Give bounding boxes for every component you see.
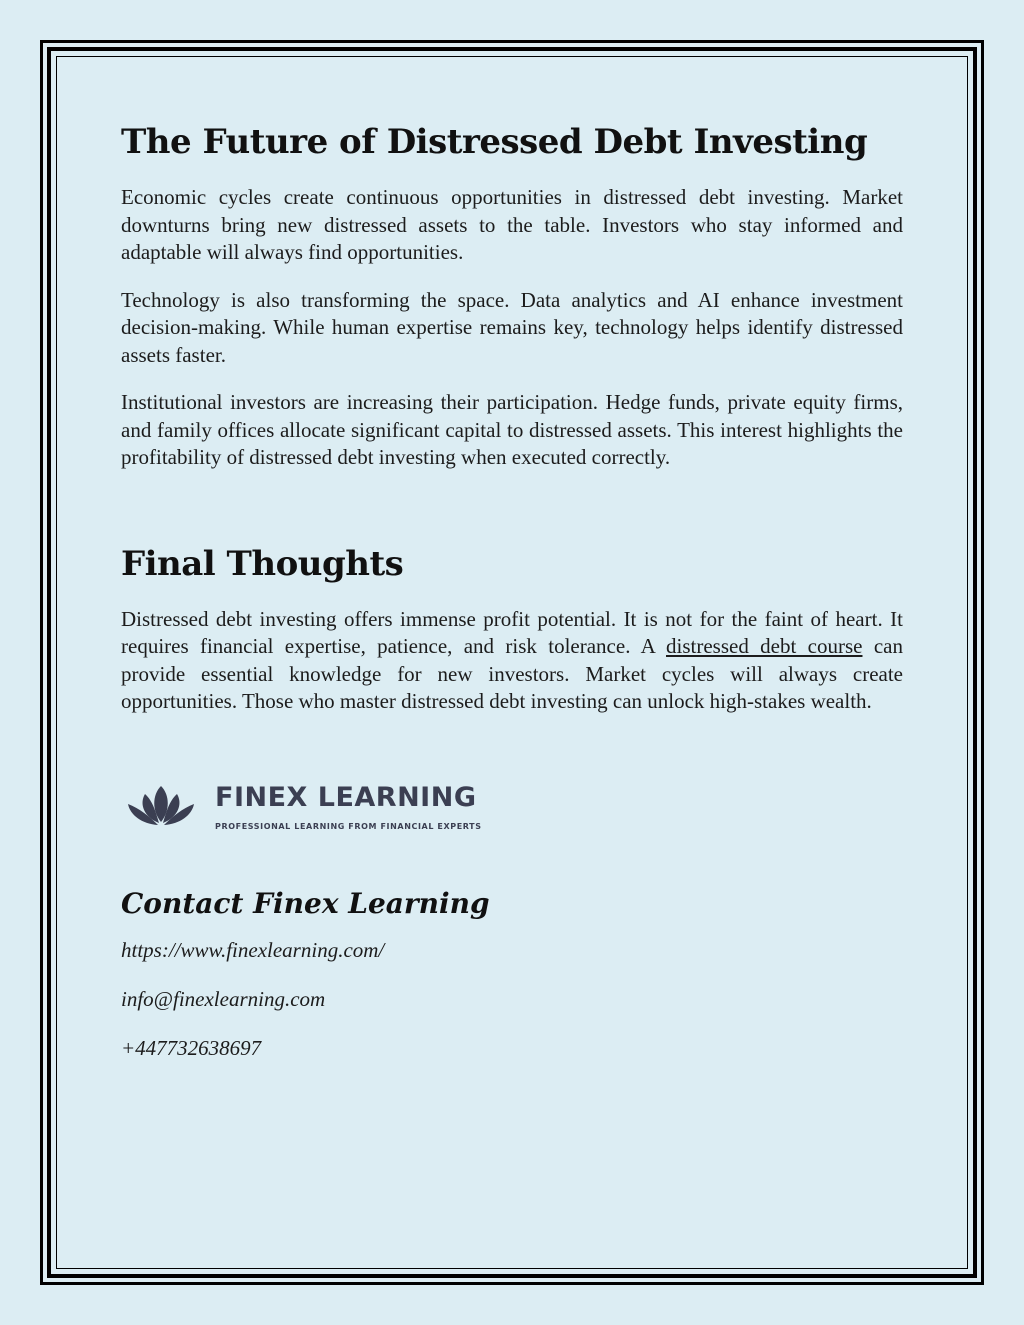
paragraph-final-thoughts [121, 606, 903, 716]
distressed-debt-course-link[interactable]: distressed debt course [666, 634, 863, 658]
logo-name: FINEX LEARNING [215, 782, 477, 813]
logo-tagline: PROFESSIONAL LEARNING FROM FINANCIAL EXPERTS [215, 822, 482, 831]
paragraph-technology: Technology is also transforming the space. Data analytics and AI enhance investment decision-making. While human expertise remains key, technology helps identify distressed assets faster. [121, 287, 903, 367]
section-title-future: The Future of Distressed Debt Investing [121, 122, 868, 162]
contact-phone[interactable]: +447732638697 [121, 1035, 262, 1060]
finex-learning-logo [125, 776, 903, 838]
section-title-final-thoughts: Final Thoughts [121, 543, 404, 584]
lotus-icon [125, 784, 197, 830]
final-text-before-link: Distressed debt investing offers immense profit potential. It is not for the faint of heart. It requires financial expertise, patience, and risk tolerance. A [121, 606, 903, 658]
paragraph-economic-cycles: Economic cycles create continuous opportunities in distressed debt investing. Market downturns bring new distressed assets to the table. Investors who stay informed and adaptable will always find opportunities. [121, 185, 903, 264]
paragraph-institutional: Institutional investors are increasing their participation. Hedge funds, private equity firms, and family offices allocate significant capital to distressed assets. This interest highlights the profitability of distressed debt investing when executed correctly. [121, 390, 903, 469]
contact-website[interactable]: https://www.finexlearning.com/ [121, 937, 385, 962]
final-text-after-link: can provide essential knowledge for new investors. Market cycles will always create opportunities. Those who master distressed debt investing can unlock high-stakes wealth. [121, 634, 903, 713]
contact-title: Contact Finex Learning [121, 886, 490, 920]
contact-email[interactable]: info@finexlearning.com [121, 986, 326, 1011]
page-content [121, 118, 903, 1083]
